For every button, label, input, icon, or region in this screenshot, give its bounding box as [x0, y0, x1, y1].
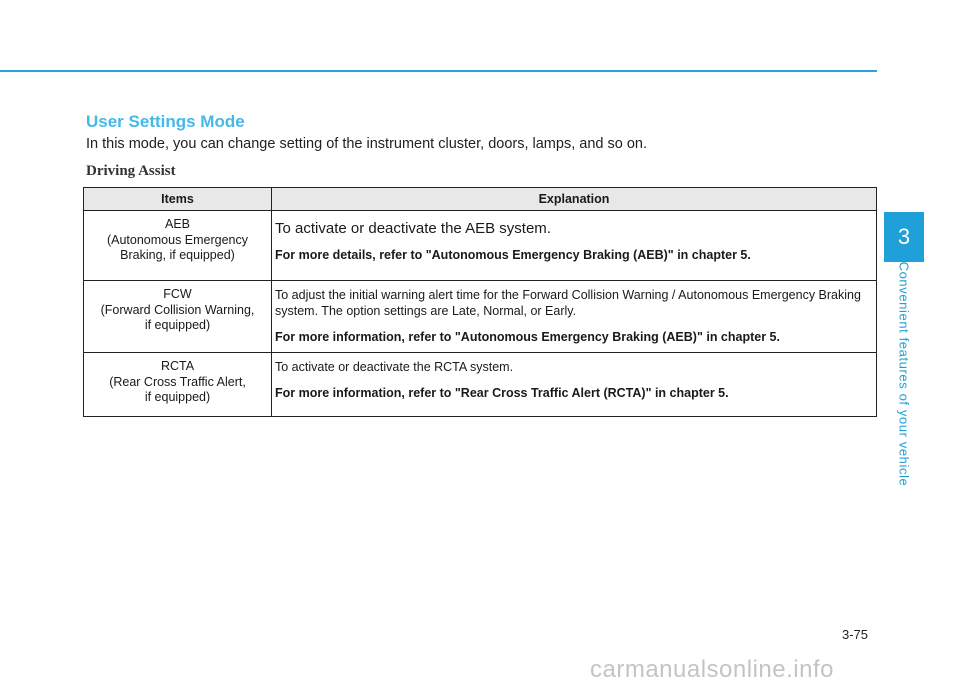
watermark: carmanualsonline.info: [590, 656, 834, 683]
header-items: Items: [84, 188, 272, 211]
item-name: RCTA: [160, 359, 195, 373]
explanation-text: To activate or deactivate the RCTA system.: [275, 360, 514, 374]
page-number: 3-75: [842, 627, 869, 642]
item-detail: (Rear Cross Traffic Alert,: [109, 374, 246, 389]
item-cell: [84, 211, 272, 281]
item-detail: if equipped): [144, 390, 211, 404]
table-header-row: [84, 188, 877, 211]
explanation-cell: [272, 353, 877, 417]
explanation-text: To activate or deactivate the AEB system.: [275, 220, 551, 237]
item-detail: if equipped): [144, 318, 211, 332]
reference-text: For more information, refer to "Autonomous Emergency Braking (AEB)" in chapter 5.: [275, 330, 780, 344]
item-cell: [84, 281, 272, 353]
explanation-text: To adjust the initial warning alert time for the Forward Collision Warning / Autonomous Emergency Braking system. The option settings are Late, Normal, or Early.: [275, 288, 861, 318]
chapter-title-vertical: Convenient features of your vehicle: [896, 261, 912, 487]
item-detail: (Autonomous Emergency: [106, 232, 249, 247]
explanation-cell: [272, 281, 877, 353]
item-name: FCW: [163, 287, 192, 301]
header-explanation: Explanation: [272, 188, 877, 211]
table-row: [84, 353, 877, 417]
item-detail: Braking, if equipped): [120, 248, 235, 262]
reference-text: For more information, refer to "Rear Cross Traffic Alert (RCTA)" in chapter 5.: [275, 386, 729, 400]
table-row: [84, 281, 877, 353]
item-cell: [84, 353, 272, 417]
top-rule: [0, 70, 877, 72]
explanation-cell: [272, 211, 877, 281]
intro-text: In this mode, you can change setting of the instrument cluster, doors, lamps, and so on.: [86, 136, 647, 152]
settings-table: [83, 187, 877, 417]
table-row: [84, 211, 877, 281]
subheading: Driving Assist: [86, 163, 176, 179]
item-detail: (Forward Collision Warning,: [100, 302, 255, 317]
chapter-tab: 3: [884, 212, 924, 262]
item-name: AEB: [164, 217, 190, 231]
section-title: User Settings Mode: [86, 112, 245, 131]
reference-text: For more details, refer to "Autonomous Emergency Braking (AEB)" in chapter 5.: [275, 248, 751, 262]
